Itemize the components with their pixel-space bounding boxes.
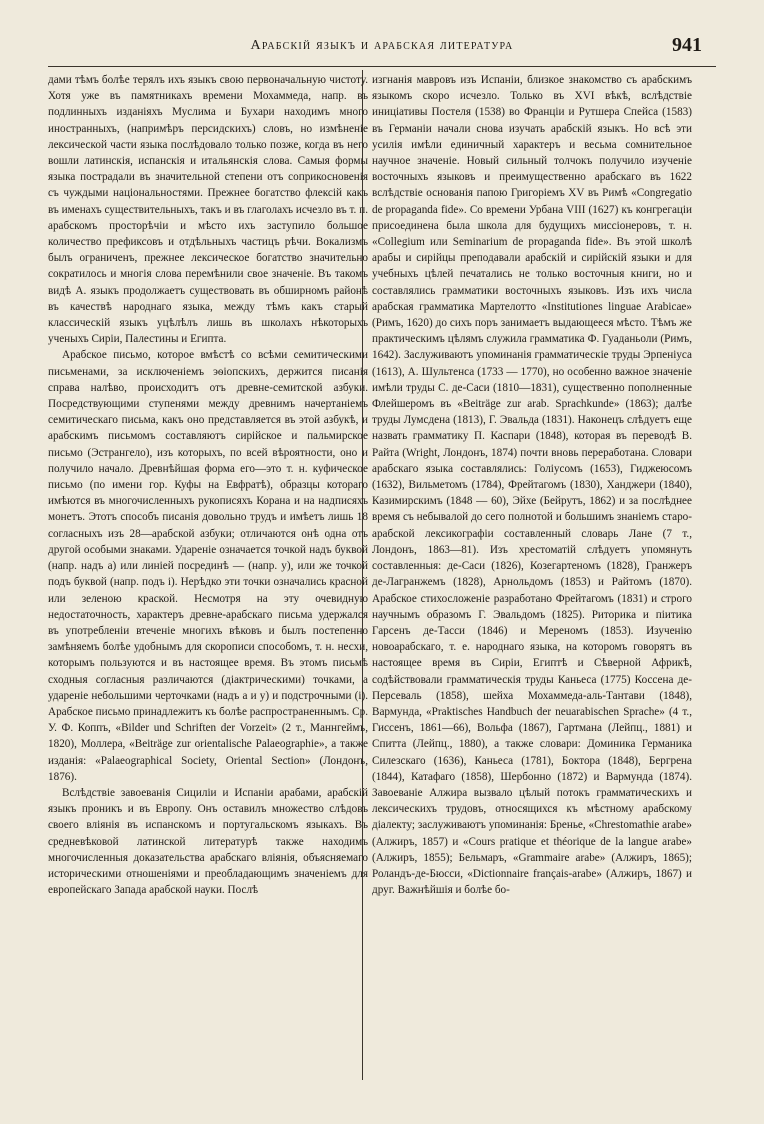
left-column	[48, 72, 368, 898]
page-number: 941	[672, 34, 702, 56]
header-rule	[48, 66, 716, 67]
right-column	[372, 72, 692, 898]
running-title: Арабскій языкъ и арабская литература	[250, 38, 514, 53]
paragraph: дами тѣмъ болѣе терялъ ихъ языкъ свою первоначальную чистоту. Хотя уже въ памятникахъ времени Мохаммеда, напр. въ подлинныхъ изданіяхъ Муслима и Бухари находимъ много иностранныхъ, (напримѣръ персидскихъ) словъ, но измѣненіе лексической части языка послѣдовало только позже, когда въ него вошли латинскія, испанскія и итальянскія слова. Самыя формы языка пострадали въ значительной степени отъ соприкосновенія съ чуждыми національностями. Прежнее богатство флексій какъ въ именахъ существительныхъ, такъ и въ глаголахъ исчезло въ т. п. арабскомъ просторѣчіи и мѣсто ихъ заступило большое количество префиксовъ и отдѣльныхъ частицъ рѣчи. Вокализмъ былъ ограниченъ, прежнее лексическое богатство значительно сократилось и многія слова перемѣнили свое значеніе. Въ такомъ видѣ А. языкъ продолжаетъ существовать въ обширномъ районѣ въ качествѣ народнаго языка, между тѣмъ какъ старый классическій языкъ уцѣлѣлъ лишь въ школахъ нѣкоторыхъ ученыхъ Сиріи, Палестины и Египта.	[48, 74, 368, 346]
paragraph: Вслѣдствіе завоеванія Сициліи и Испаніи арабами, арабскій языкъ проникъ и въ Европу. Онъ оставилъ множество слѣдовъ своего вліянія въ испанскомъ и португальскомъ языкахъ. Въ средневѣковой латинской литературѣ также находимъ многочисленныя доказательства арабскаго вліянія, объясняемаго историческими отношеніями и преобладающимъ значеніемъ для европейскаго Запада арабской науки. Послѣ	[48, 786, 368, 897]
paragraph: Арабское письмо, которое вмѣстѣ со всѣми семитическими письменами, за исключеніемъ эѳіопскихъ, держится писанія справа налѣво, происходитъ отъ древне-семитской азбуки. Посредствующими ступенями между древнимъ начертаніемъ семитическаго письма, какъ оно представляется въ этой азбукѣ, и арабскимъ письмомъ составляютъ сирійское и пальмирское письмо (Эстрангело), изъ которыхъ, по всей вѣроятности, оно и получило начало. Древнѣйшая форма его—это т. н. куфическое письмо (по имени гор. Куфы на Евфратѣ), образцы котораго имѣются въ многочисленныхъ рукописяхъ Корана и на надписяхъ монетъ. Этотъ способъ писанія довольно трудъ и имѣетъ лишь 18 согласныхъ изъ 28—арабской азбуки; отличаются онѣ одна отъ другой особыми знаками. Удареніе означается точкой надъ буквой (напр. надъ а) или линіей посрединѣ — (напр. у), или же точкой подъ буквой (напр. подъ і). Нерѣдко эти точки означались красной или зеленою краской. Несмотря на эту очевидную недостаточность, характеръ древне-арабскаго письма удержался въ употребленіи втеченіе многихъ вѣковъ и былъ постепенно замѣняемъ болѣе удобнымъ для скорописи способомъ, т. н. несхи, которымъ пользуются и въ настоящее время. Въ этомъ письмѣ сходныя согласныя различаются (діактрическими) точками, а удареніе небольшими черточками (надъ а и у) и подстрочными (і). Арабское письмо принадлежитъ къ болѣе распространеннымъ. Ср. У. Ф. Коппъ, «Bilder und Schriften der Vorzeit» (2 т., Маннгеймъ, 1820), Моллера, «Beiträge zur orientalische Palaeographie», а также изданія: «Palaeographical Society, Oriental Section» (Лондонъ, 1876).	[48, 349, 368, 783]
page-header	[0, 34, 764, 62]
paragraph: изгнанія мавровъ изъ Испаніи, близкое знакомство съ арабскимъ языкомъ скоро исчезло. Только въ XVI вѣкѣ, вслѣдствіе иниціативы Постеля (1538) во Франціи и Рутшера Спейса (1583) въ Германіи начали снова изучать арабскій языкъ. Но всѣ эти усилія имѣли единичный характеръ и весьма сомнительное научное значеніе. Новый сильный толчокъ получило изученіе восточныхъ языковъ и преимущественно арабскаго въ 1622 вслѣдствіе основанія папою Григоріемъ XV въ Римѣ «Congregatio de propaganda fide». Со времени Урбана VIII (1627) къ конгрегаціи присоединена была школа для будущихъ миссіонеровъ, т. н. «Collegium или Seminarium de propaganda fide». Въ этой школѣ арабы и сирійцы преподавали арабскій и сирійскій языки и для учебныхъ цѣлей печатались не только восточныя книги, но и составлялись грамматики восточныхъ языковъ. Изъ ихъ числа арабская грамматика Мартелотто «Institutiones linguae Arabicae» (Римъ, 1620) до сихъ поръ занимаетъ выдающееся мѣсто. Тѣмъ же практическимъ цѣлямъ служила грамматика Ф. Гуаданьоли (Римъ, 1642). Заслуживаютъ упоминанія грамматическіе труды Эрпеніуса (1613), А. Шультенса (1733 — 1770), но особенно важное значеніе имѣли труды С. де-Саси (1810—1831), существенно пополненные Флейшеромъ въ «Beiträge zur arab. Sprachkunde» (1863); далѣе труды Лумсдена (1813), Г. Эвальда (1831). Наконецъ слѣдуетъ еще назвать грамматику П. Каспари (1848), которая въ переводѣ В. Райта (Wright, Лондонъ, 1874) почти вновь переработана. Словари арабскаго языка составлялись: Голіусомъ (1653), Гиджеюсомъ (1632), Вильметомъ (1784), Фрейтагомъ (1830), Ханджери (1840), Казимирскимъ (1848 — 60), Эйхе (Бейрутъ, 1862) и за послѣднее время съ небывалой до сего полнотой и большимъ знаніемъ старо-арабской лексикографіи составленный словарь Лане (7 т., Лондонъ, 1863—81). Изъ хрестоматій слѣдуетъ упомянуть составленныя: де-Саси (1826), Козегартеномъ (1828), Гранжеръ де-Лагранжемъ (1828), Арнольдомъ (1853) и Райтомъ (1870). Арабское стихосложеніе разработано Фрейтагомъ (1831) и строго научнымъ образомъ Г. Эвальдомъ (1825). Риторика и піитика Гарсенъ де-Тасси (1846) и Мереномъ (1853). Изученію новоарабскаго, т. е. народнаго языка, на которомъ говорятъ въ настоящее время въ Сиріи, Египтѣ и Сѣверной Африкѣ, содѣйствовали грамматическія труды Каньеса (1775) Коссена де-Персеваль (1858), шейха Мохаммеда-аль-Тантави (1848), Вармунда, «Praktisches Handbuch der neuarabischen Sprache» (4 т., Гиссенъ, 1861—66), Вольфа (1867), Гартмана (Лейпц., 1881) и Спитта (Лейпц., 1880), а также словари: Доминика Германика Силезскаго (1636), Каньеса (1781), Боктора (1848), Бергрена (1844), Катафаго (1858), Шербонно (1872) и Вармунда (1874). Завоеваніе Алжира вызвало цѣлый потокъ грамматическихъ и лексическихъ трудовъ, относящихся къ мѣстному арабскому діалекту; заслуживаютъ упоминанія: Бренье, «Chrestomathie arabe» (Алжиръ, 1857) и «Cours pratique et théorique de la langue arabe» (Алжиръ, 1855); Бельмаръ, «Grammaire arabe» (Алжиръ, 1865); Роландъ-де-Бюсси, «Dictionnaire français-arabe» (Алжиръ, 1867) и друг. Важнѣйшія и болѣе бо-	[372, 74, 692, 897]
